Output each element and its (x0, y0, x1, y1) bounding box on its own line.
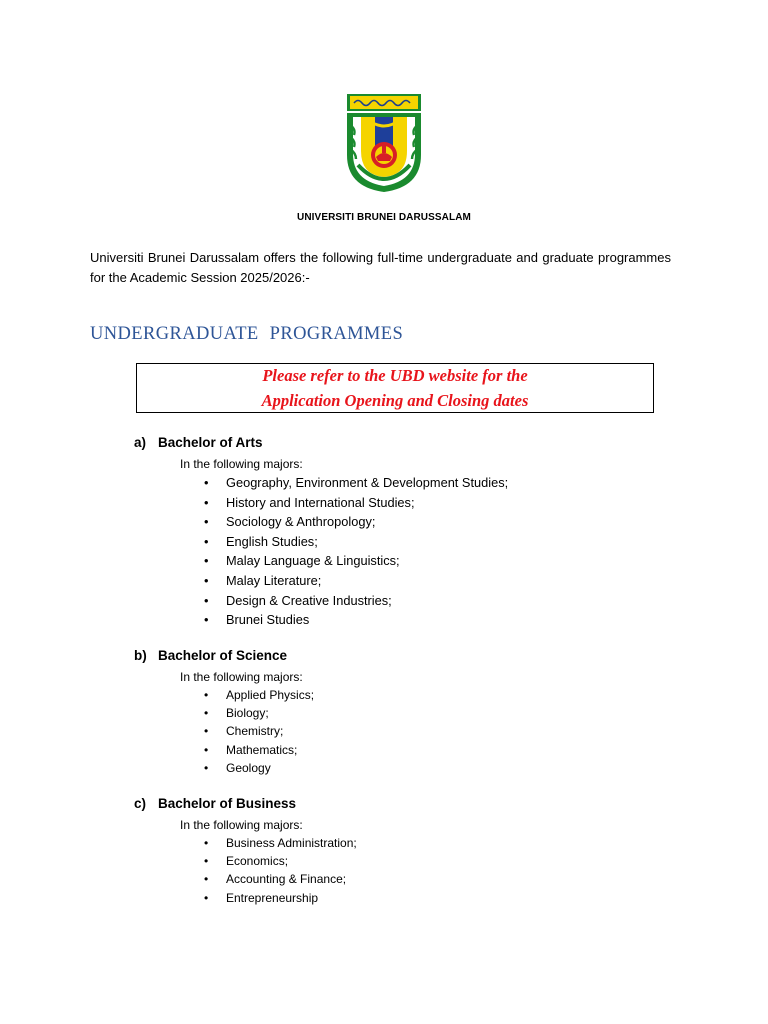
list-item (202, 473, 508, 493)
bullet-icon: • (204, 836, 209, 850)
bullet-icon: • (204, 572, 209, 588)
bullet-icon: • (204, 494, 209, 510)
major-label: Biology; (226, 706, 269, 721)
intro-paragraph: Universiti Brunei Darussalam offers the following full-time undergraduate and graduate programmes for the Academic Session 2025/2026:- (90, 250, 671, 285)
application-notice-box (136, 363, 654, 413)
list-item (202, 512, 508, 532)
major-label: Sociology & Anthropology; (226, 514, 376, 530)
programme-intro: In the following majors: (180, 457, 303, 471)
list-item (202, 571, 508, 591)
bullet-icon: • (204, 724, 209, 739)
university-logo (344, 93, 424, 193)
major-label: Geography, Environment & Development Studies; (226, 475, 509, 490)
programme-title (134, 648, 287, 668)
ubd-crest-icon (344, 93, 424, 193)
bullet-icon: • (204, 854, 209, 869)
list-item (202, 759, 355, 777)
list-item (202, 591, 508, 611)
bullet-icon: • (204, 872, 209, 887)
major-label: Malay Language & Linguistics; (226, 553, 400, 569)
list-item (202, 870, 364, 888)
list-item (202, 741, 355, 759)
programme-bachelor-of-business (134, 796, 357, 907)
list-item (202, 889, 364, 907)
bullet-icon: • (204, 553, 209, 569)
major-list (202, 686, 355, 777)
major-label: Accounting & Finance; (226, 872, 347, 887)
list-item (202, 610, 508, 630)
bullet-icon: • (204, 760, 209, 775)
bullet-icon: • (204, 533, 209, 549)
programme-title (134, 435, 440, 455)
major-label: Entrepreneurship (226, 890, 319, 905)
major-label: Brunei Studies (226, 612, 310, 628)
major-label: Mathematics; (226, 742, 298, 757)
major-list (202, 834, 364, 907)
programme-letter: c) (134, 796, 147, 811)
bullet-icon: • (204, 475, 209, 490)
major-label: Applied Physics; (226, 688, 315, 702)
major-label: Business Administration; (226, 836, 357, 850)
major-label: History and International Studies; (226, 494, 415, 510)
bullet-icon: • (204, 742, 209, 757)
list-item (202, 532, 508, 552)
list-item (202, 722, 355, 740)
notice-line-2: Application Opening and Closing dates (261, 391, 529, 410)
programme-title-text: Bachelor of Business (158, 796, 297, 811)
bullet-icon: • (204, 612, 209, 628)
programme-title (134, 796, 296, 816)
list-item (202, 852, 364, 870)
programme-title-text: Bachelor of Arts (158, 435, 263, 450)
bullet-icon: • (204, 514, 209, 530)
programme-intro: In the following majors: (180, 818, 303, 832)
programme-bachelor-of-arts (134, 435, 509, 630)
major-label: Malay Literature; (226, 572, 322, 588)
programme-bachelor-of-science (134, 648, 315, 777)
list-item (202, 834, 364, 852)
bullet-icon: • (204, 688, 209, 702)
programme-title-text: Bachelor of Science (158, 648, 288, 663)
major-label: Economics; (226, 854, 289, 869)
programme-intro: In the following majors: (180, 670, 303, 684)
university-name: UNIVERSITI BRUNEI DARUSSALAM (297, 212, 471, 223)
bullet-icon: • (204, 706, 209, 721)
list-item (202, 704, 355, 722)
major-label: Design & Creative Industries; (226, 592, 392, 608)
bullet-icon: • (204, 592, 209, 608)
programme-letter: a) (134, 435, 147, 450)
major-list (202, 473, 508, 630)
bullet-icon: • (204, 890, 209, 905)
major-label: English Studies; (226, 533, 318, 549)
list-item (202, 493, 508, 513)
major-label: Chemistry; (226, 724, 284, 739)
list-item (202, 551, 508, 571)
major-label: Geology (226, 760, 271, 775)
notice-line-1: Please refer to the UBD website for the (262, 366, 528, 385)
section-heading: UNDERGRADUATE PROGRAMMES (90, 324, 404, 344)
list-item (202, 686, 355, 704)
programme-letter: b) (134, 648, 147, 663)
